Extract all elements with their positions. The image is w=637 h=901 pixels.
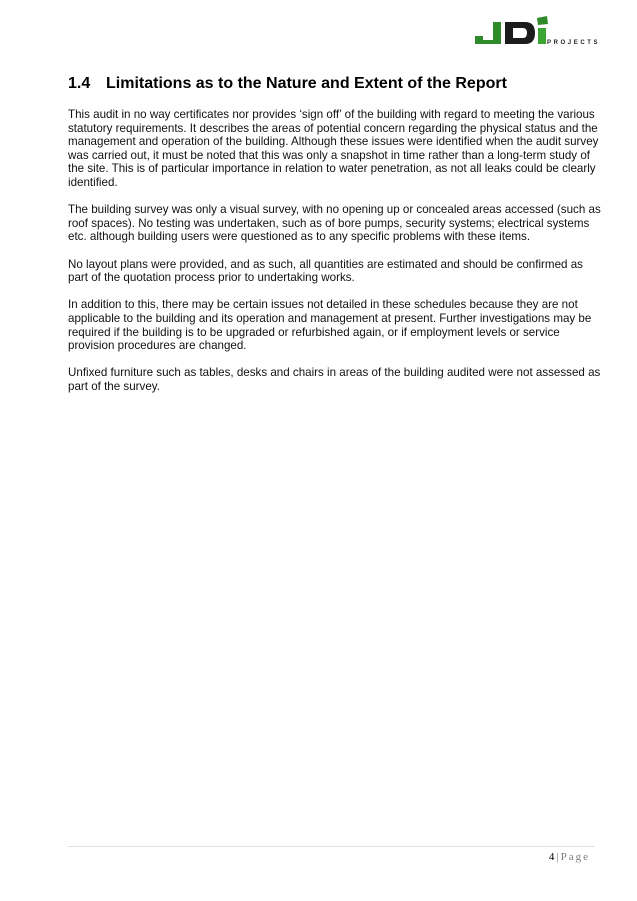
page-label: Page: [560, 851, 590, 863]
page-footer: [549, 851, 590, 863]
section-heading: [68, 75, 507, 93]
report-body: [68, 108, 606, 407]
footer-divider: [68, 846, 595, 847]
section-title: Limitations as to the Nature and Extent of the Report: [106, 75, 507, 92]
logo-subtext: PROJECTS: [547, 40, 601, 46]
paragraph: This audit in no way certificates nor provides ‘sign off’ of the building with regard to meeting the various statutory requirements. It describes the areas of potential concern regarding the physical status and the management and operation of the building. Although these issues were identified when the audit survey was carried out, it must be noted that this was only a snapshot in time rather than a long-term study of the site. This is of particular importance in relation to water penetration, as not all leaks could be clearly identified.: [68, 108, 599, 189]
page-separator: |: [556, 851, 559, 863]
page-number: 4: [548, 851, 555, 863]
paragraph: The building survey was only a visual survey, with no opening up or concealed areas accessed (such as roof spaces). No testing was undertaken, such as of bore pumps, security systems; electrical systems etc. although building users were questioned as to any specific problems with these items.: [68, 203, 601, 244]
paragraph: No layout plans were provided, and as such, all quantities are estimated and should be confirmed as part of the quotation process prior to undertaking works.: [68, 257, 583, 285]
section-number: 1.4: [68, 75, 91, 92]
paragraph: Unfixed furniture such as tables, desks and chairs in areas of the building audited were not assessed as part of the survey.: [68, 366, 601, 393]
paragraph: In addition to this, there may be certain issues not detailed in these schedules because they are not applicable to the building and its operation and management at present. Further investigations may be required if the building is to be upgraded or refurbished again, or if employment levels or service provision procedures are changed.: [68, 298, 592, 353]
